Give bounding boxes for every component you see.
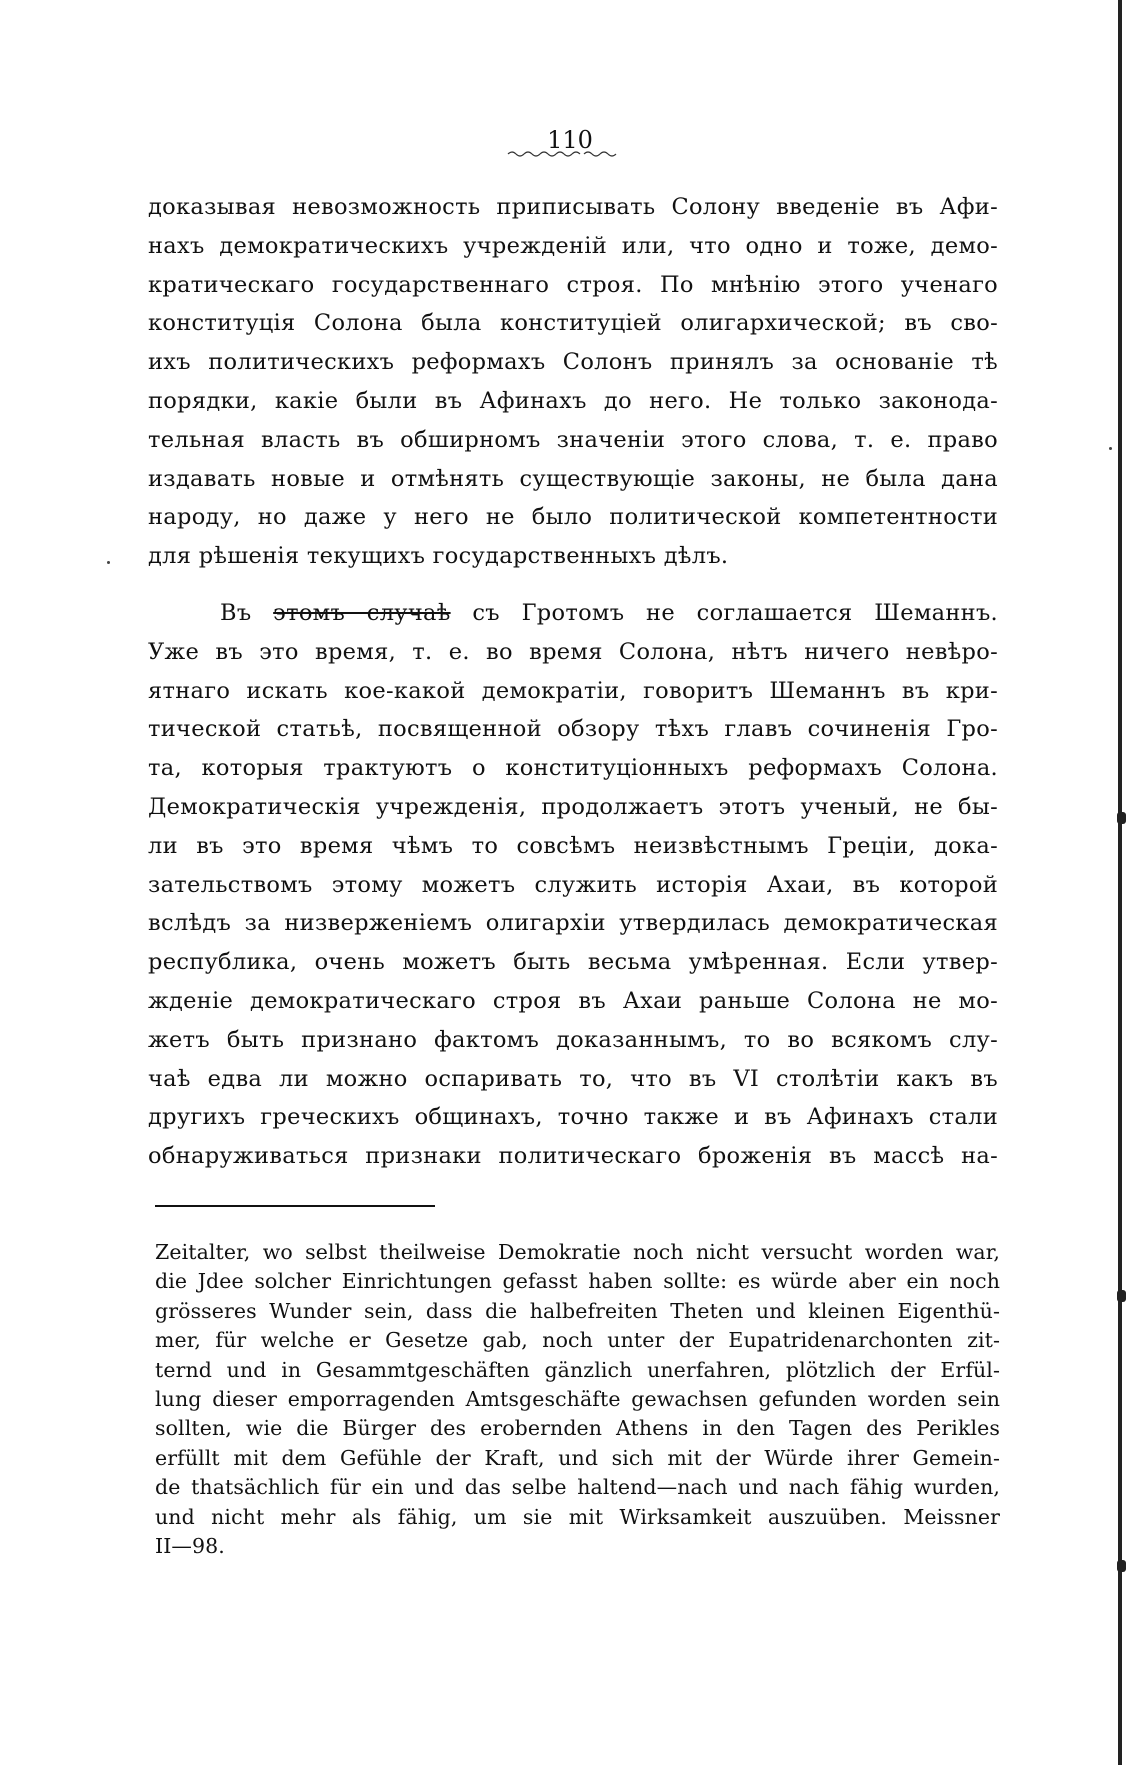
edge-mark: [1117, 812, 1126, 824]
paragraph: [148, 594, 998, 1176]
text-line: ихъ политическихъ реформахъ Солонъ принялъ за основаніе тѣ: [148, 349, 998, 376]
main-text: [148, 188, 998, 1176]
text-line: обнаруживаться признаки политическаго броженія въ массѣ на-: [148, 1143, 998, 1170]
text-line: чаѣ едва ли можно оспаривать то, что въ VI столѣтіи какъ въ: [148, 1065, 998, 1092]
footnote-line: die Jdee solcher Einrichtungen gefasst haben sollte: es würde aber ein noch: [155, 1269, 1000, 1294]
text-line: жетъ быть признано фактомъ доказаннымъ, то во всякомъ слу-: [148, 1026, 998, 1053]
ornament-underline: [506, 148, 624, 160]
text-line: вслѣдъ за низверженіемъ олигархіи утвердилась демократическая: [148, 910, 998, 937]
line-end: съ Гротомъ не соглашается Шеманнъ.: [450, 599, 999, 626]
page-edge-line: [1118, 0, 1122, 1765]
struck-text: этомъ случаѣ: [273, 599, 451, 626]
speck: [1109, 447, 1112, 450]
text-line: ли въ это время чѣмъ то совсѣмъ неизвѣстнымъ Греціи, дока-: [148, 832, 998, 859]
text-line: для рѣшенія текущихъ государственныхъ дѣлъ.: [148, 543, 729, 570]
text-line: тической статьѣ, посвященной обзору тѣхъ главъ сочиненія Гро-: [148, 716, 998, 743]
footnote: [155, 1238, 1000, 1561]
speck: [107, 561, 110, 564]
edge-mark: [1117, 1290, 1126, 1302]
text-line: издавать новые и отмѣнять существующіе законы, не была дана: [148, 465, 998, 492]
paragraph: [148, 188, 998, 576]
text-line: нахъ демократическихъ учрежденій или, что одно и тоже, демо-: [148, 232, 998, 259]
line-start: Въ: [220, 599, 274, 626]
text-line: республика, очень можетъ быть весьма умѣренная. Если утвер-: [148, 949, 998, 976]
footnote-line: mer, für welche er Gesetze gab, noch unter der Eupatridenarchonten zit-: [155, 1328, 1000, 1353]
text-line: порядки, какіе были въ Афинахъ до него. Не только законода-: [148, 387, 998, 414]
paragraph-gap: [148, 576, 998, 594]
text-line: конституція Солона была конституціей олигархической; въ сво-: [148, 310, 998, 337]
text-line: жденіе демократическаго строя въ Ахаи раньше Солона не мо-: [148, 987, 998, 1014]
footnote-line: sollten, wie die Bürger des erobernden Athens in den Tagen des Perikles: [155, 1416, 1000, 1441]
text-line: ятнаго искать кое-какой демократіи, говоритъ Шеманнъ въ кри-: [148, 677, 998, 704]
text-line: тельная власть въ обширномъ значеніи этого слова, т. е. право: [148, 426, 998, 453]
footnote-line: erfüllt mit dem Gefühle der Kraft, und sich mit der Würde ihrer Gemein-: [155, 1445, 1000, 1470]
text-line: [148, 594, 998, 633]
text-line: другихъ греческихъ общинахъ, точно также и въ Афинахъ стали: [148, 1104, 998, 1131]
page-number: 110: [547, 126, 593, 154]
footnote-line: II—98.: [155, 1534, 225, 1559]
text-line: та, которыя трактуютъ о конституціонныхъ реформахъ Солона.: [148, 755, 998, 782]
text-line: зательствомъ этому можетъ служить исторія Ахаи, въ которой: [148, 871, 998, 898]
footnote-line: ternd und in Gesammtgeschäften gänzlich unerfahren, plötzlich der Erfül-: [155, 1357, 1000, 1382]
text-line: доказывая невозможность приписывать Солону введеніе въ Афи-: [148, 194, 998, 220]
footnote-line: de thatsächlich für ein und das selbe haltend—nach und nach fähig wurden,: [155, 1475, 1000, 1500]
edge-mark: [1117, 1560, 1126, 1572]
text-line: Демократическія учрежденія, продолжаетъ этотъ ученый, не бы-: [148, 793, 998, 820]
text-line: кратическаго государственнаго строя. По мнѣнію этого ученаго: [148, 271, 998, 298]
text-line: Уже въ это время, т. е. во время Солона, нѣтъ ничего невѣро-: [148, 638, 998, 665]
footnote-line: und nicht mehr als fähig, um sie mit Wirksamkeit auszuüben. Meissner: [155, 1504, 1000, 1529]
footnote-line: Zeitalter, wo selbst theilweise Demokratie noch nicht versucht worden war,: [155, 1240, 1000, 1264]
text-line: народу, но даже у него не было политической компетентности: [148, 504, 998, 531]
footnote-line: grösseres Wunder sein, dass die halbefreiten Theten und kleinen Eigenthü-: [155, 1298, 1000, 1323]
footnote-divider: [155, 1205, 435, 1207]
footnote-line: lung dieser emporragenden Amtsgeschäfte gewachsen gefunden worden sein: [155, 1387, 1000, 1412]
